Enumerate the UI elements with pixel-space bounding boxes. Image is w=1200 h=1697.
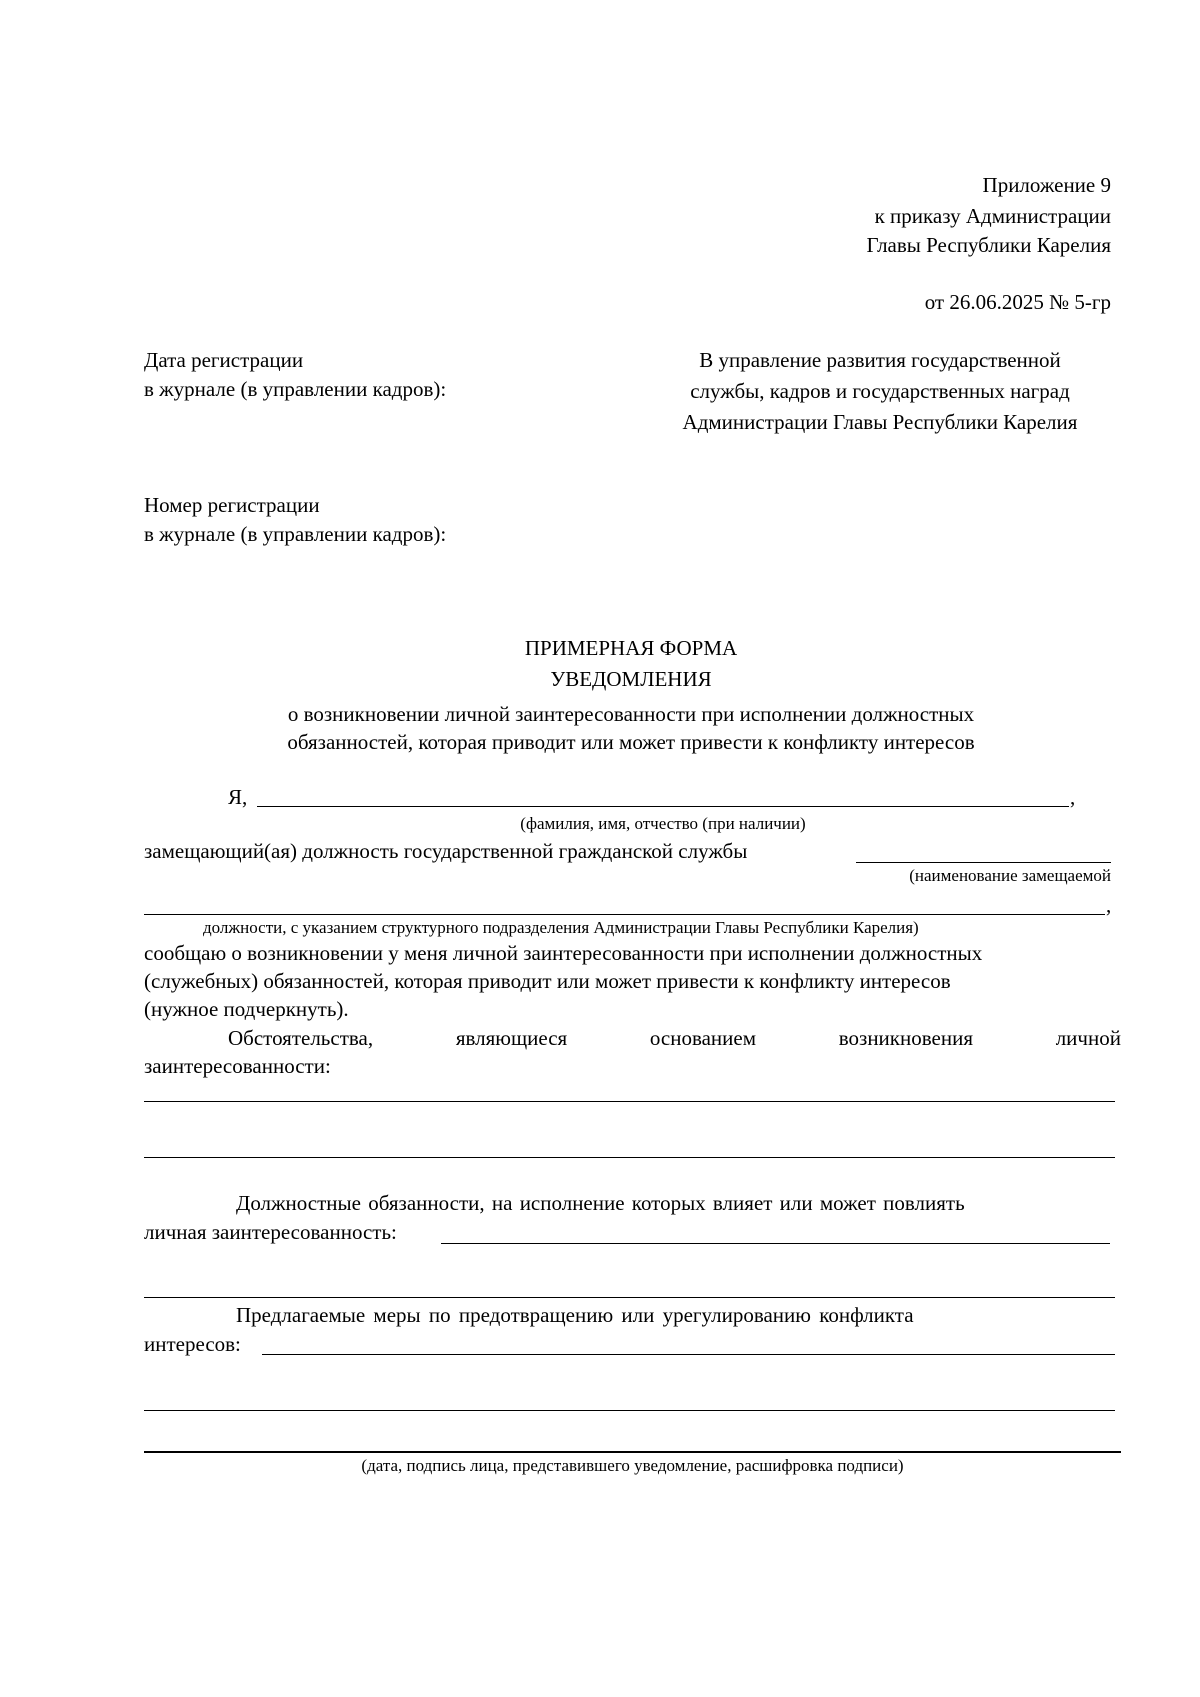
fio-comma: , — [1070, 785, 1076, 809]
fio-hint: (фамилия, имя, отчество (при наличии) — [520, 814, 806, 833]
registration-number-label-2: в журнале (в управлении кадров): — [144, 522, 447, 546]
duties-input-line-1[interactable] — [441, 1243, 1110, 1244]
position-input-line-2[interactable] — [144, 914, 1105, 915]
position-hint: (наименование замещаемой — [909, 866, 1111, 885]
measures-input-line-1[interactable] — [262, 1354, 1115, 1355]
measures-input-line-2[interactable] — [144, 1410, 1115, 1411]
position-comma: , — [1106, 893, 1112, 917]
measures-line-1: Предлагаемые меры по предотвращению или урегулированию конфликта — [236, 1303, 914, 1327]
appendix-number: Приложение 9 — [982, 173, 1111, 197]
addressee-line-1: В управление развития государственной — [699, 348, 1061, 372]
report-line-2: (служебных) обязанностей, которая приводит или может привести к конфликту интересов — [144, 969, 951, 993]
form-description-line-2: обязанностей, которая приводит или может привести к конфликту интересов — [287, 730, 975, 754]
addressee-line-2: службы, кадров и государственных наград — [690, 379, 1070, 403]
fio-input-line[interactable] — [257, 806, 1069, 807]
report-line-3: (нужное подчеркнуть). — [144, 997, 349, 1021]
registration-number-label: Номер регистрации — [144, 493, 320, 517]
circumstances-line-1 — [228, 1025, 1121, 1051]
duties-line-2: личная заинтересованность: — [144, 1220, 397, 1244]
appendix-order-line: к приказу Администрации — [874, 204, 1111, 228]
position-input-line[interactable] — [856, 862, 1111, 863]
measures-line-2: интересов: — [144, 1332, 241, 1356]
duties-line-1: Должностные обязанности, на исполнение которых влияет или может повлиять — [236, 1191, 965, 1215]
circ-word: возникновения — [838, 1026, 973, 1050]
registration-date-label-2: в журнале (в управлении кадров): — [144, 377, 447, 401]
addressee-line-3: Администрации Главы Республики Карелия — [682, 410, 1078, 434]
circumstances-line-2: заинтересованности: — [144, 1054, 331, 1078]
form-subtitle: УВЕДОМЛЕНИЯ — [550, 667, 712, 691]
circumstances-input-line-1[interactable] — [144, 1101, 1115, 1102]
circ-word: являющиеся — [455, 1026, 568, 1050]
signature-line[interactable] — [144, 1451, 1121, 1453]
circ-word: Обстоятельства, — [228, 1026, 374, 1050]
i-prefix: Я, — [228, 785, 248, 809]
circumstances-input-line-2[interactable] — [144, 1157, 1115, 1158]
circ-word: личной — [1055, 1026, 1121, 1050]
circ-word: основанием — [649, 1026, 757, 1050]
position-label: замещающий(ая) должность государственной гражданской службы — [144, 839, 748, 863]
report-line-1: сообщаю о возникновении у меня личной заинтересованности при исполнении должностных — [144, 941, 983, 965]
form-description-line-1: о возникновении личной заинтересованности при исполнении должностных — [287, 702, 975, 726]
signature-hint: (дата, подпись лица, представившего уведомление, расшифровка подписи) — [361, 1456, 904, 1475]
appendix-authority-line: Главы Республики Карелия — [866, 233, 1111, 257]
order-reference: от 26.06.2025 № 5-гр — [924, 290, 1111, 314]
registration-date-label: Дата регистрации — [144, 348, 304, 372]
form-title: ПРИМЕРНАЯ ФОРМА — [524, 636, 738, 660]
duties-input-line-2[interactable] — [144, 1297, 1115, 1298]
position-hint-2: должности, с указанием структурного подразделения Администрации Главы Республики Карелия) — [203, 918, 919, 937]
